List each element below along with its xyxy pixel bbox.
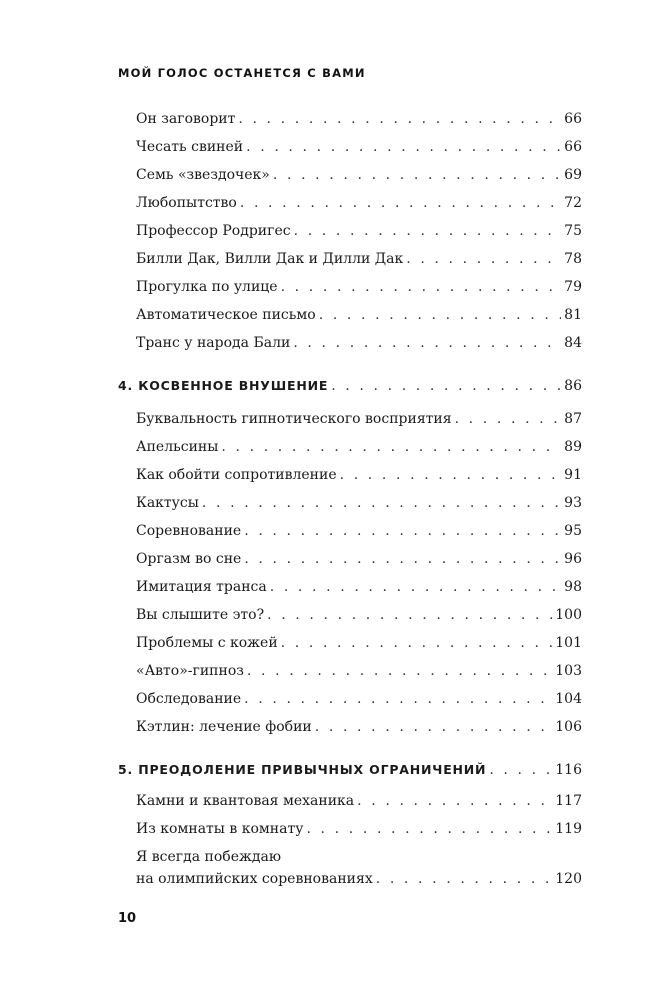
entry-title: Из комнаты в комнату: [136, 821, 304, 837]
dot-leader: [357, 793, 552, 809]
page-number: 10: [118, 911, 137, 926]
dot-leader: [340, 467, 562, 483]
toc-entry: [136, 411, 582, 427]
entry-page: 101: [555, 635, 582, 651]
dot-leader: [281, 279, 562, 295]
entry-page: 103: [555, 663, 582, 679]
entry-page: 120: [555, 871, 582, 887]
dot-leader: [270, 579, 561, 595]
chapter-title: 4. КОСВЕННОЕ ВНУШЕНИЕ: [118, 378, 329, 393]
entry-page: 91: [564, 467, 582, 483]
toc-entry: [136, 793, 582, 809]
entry-page: 89: [564, 439, 582, 455]
toc-entry: [136, 167, 582, 183]
toc-entry: [136, 551, 582, 567]
entry-page: 75: [564, 223, 582, 239]
entry-title-line2: на олимпийских соревнованиях: [136, 871, 373, 887]
entry-title: Кактусы: [136, 495, 199, 511]
toc-entry: [136, 111, 582, 127]
dot-leader: [489, 762, 552, 778]
running-head: МОЙ ГОЛОС ОСТАНЕТСЯ С ВАМИ: [118, 66, 366, 80]
entry-title: Билли Дак, Вилли Дак и Дилли Дак: [136, 251, 404, 267]
dot-leader: [376, 871, 553, 887]
entry-page: 78: [564, 251, 582, 267]
entry-title: Профессор Родригес: [136, 223, 291, 239]
toc-entry: [136, 195, 582, 211]
chapter-page: 116: [555, 762, 582, 778]
entry-page: 93: [564, 495, 582, 511]
toc-entry: [136, 467, 582, 483]
entry-title: Вы слышите это?: [136, 607, 265, 623]
toc-entry: [136, 439, 582, 455]
entry-title: Он заговорит: [136, 111, 236, 127]
entry-page: 96: [564, 551, 582, 567]
chapter-page: 86: [564, 378, 582, 394]
dot-leader: [221, 439, 561, 455]
entry-page: 87: [564, 411, 582, 427]
dot-leader: [306, 821, 552, 837]
entry-title: Проблемы с кожей: [136, 635, 278, 651]
entry-title: Любопытство: [136, 195, 237, 211]
entry-page: 79: [564, 279, 582, 295]
entry-title: «Авто»-гипноз: [136, 663, 244, 679]
toc-chapter-heading: [118, 762, 582, 778]
toc-entry: [136, 821, 582, 837]
toc-entry: [136, 523, 582, 539]
toc-entry: [136, 579, 582, 595]
dot-leader: [246, 139, 561, 155]
entry-title: Транс у народа Бали: [136, 335, 291, 351]
dot-leader: [319, 307, 561, 323]
entry-page: 119: [555, 821, 582, 837]
toc-entry: [136, 607, 582, 623]
dot-leader: [240, 195, 561, 211]
entry-page: 72: [564, 195, 582, 211]
toc-entry: [136, 635, 582, 651]
dot-leader: [281, 635, 553, 651]
entry-page: 117: [555, 793, 582, 809]
dot-leader: [315, 719, 553, 735]
dot-leader: [267, 607, 552, 623]
toc-entry: [136, 279, 582, 295]
dot-leader: [331, 378, 561, 394]
entry-page: 66: [564, 139, 582, 155]
toc-entry: [136, 251, 582, 267]
entry-title: Автоматическое письмо: [136, 307, 316, 323]
entry-title: Камни и квантовая механика: [136, 793, 355, 809]
entry-page: 66: [564, 111, 582, 127]
entry-title: Буквальность гипнотического восприятия: [136, 411, 452, 427]
entry-page: 69: [564, 167, 582, 183]
dot-leader: [406, 251, 561, 267]
chapter-title: 5. ПРЕОДОЛЕНИЕ ПРИВЫЧНЫХ ОГРАНИЧЕНИЙ: [118, 762, 487, 777]
entry-title: Чесать свиней: [136, 139, 244, 155]
toc-entry: [136, 663, 582, 679]
dot-leader: [455, 411, 562, 427]
toc-entry: [136, 139, 582, 155]
toc-chapter-heading: [118, 378, 582, 394]
entry-title: Как обойти сопротивление: [136, 467, 337, 483]
dot-leader: [238, 111, 561, 127]
dot-leader: [244, 551, 561, 567]
dot-leader: [293, 335, 561, 351]
toc-entry: [136, 719, 582, 735]
entry-page: 106: [555, 719, 582, 735]
entry-title-line1: Я всегда побеждаю: [136, 849, 282, 865]
toc-entry: [136, 691, 582, 707]
entry-page: 81: [564, 307, 582, 323]
entry-title: Оргазм во сне: [136, 551, 242, 567]
toc-entry: [136, 307, 582, 323]
entry-page: 98: [564, 579, 582, 595]
entry-title: Апельсины: [136, 439, 219, 455]
dot-leader: [273, 167, 561, 183]
dot-leader: [202, 495, 561, 511]
entry-page: 84: [564, 335, 582, 351]
dot-leader: [244, 523, 561, 539]
entry-title: Кэтлин: лечение фобии: [136, 719, 312, 735]
entry-title: Соревнование: [136, 523, 242, 539]
entry-page: 100: [555, 607, 582, 623]
entry-page: 104: [555, 691, 582, 707]
entry-title: Имитация транса: [136, 579, 267, 595]
dot-leader: [294, 223, 562, 239]
dot-leader: [244, 691, 552, 707]
toc-entry: [136, 495, 582, 511]
toc-entry: [136, 335, 582, 351]
entry-page: 95: [564, 523, 582, 539]
toc-entry: [136, 871, 582, 887]
toc-entry: [136, 223, 582, 239]
dot-leader: [247, 663, 552, 679]
entry-title: Прогулка по улице: [136, 279, 278, 295]
entry-title: Обследование: [136, 691, 242, 707]
entry-title: Семь «звездочек»: [136, 167, 270, 183]
